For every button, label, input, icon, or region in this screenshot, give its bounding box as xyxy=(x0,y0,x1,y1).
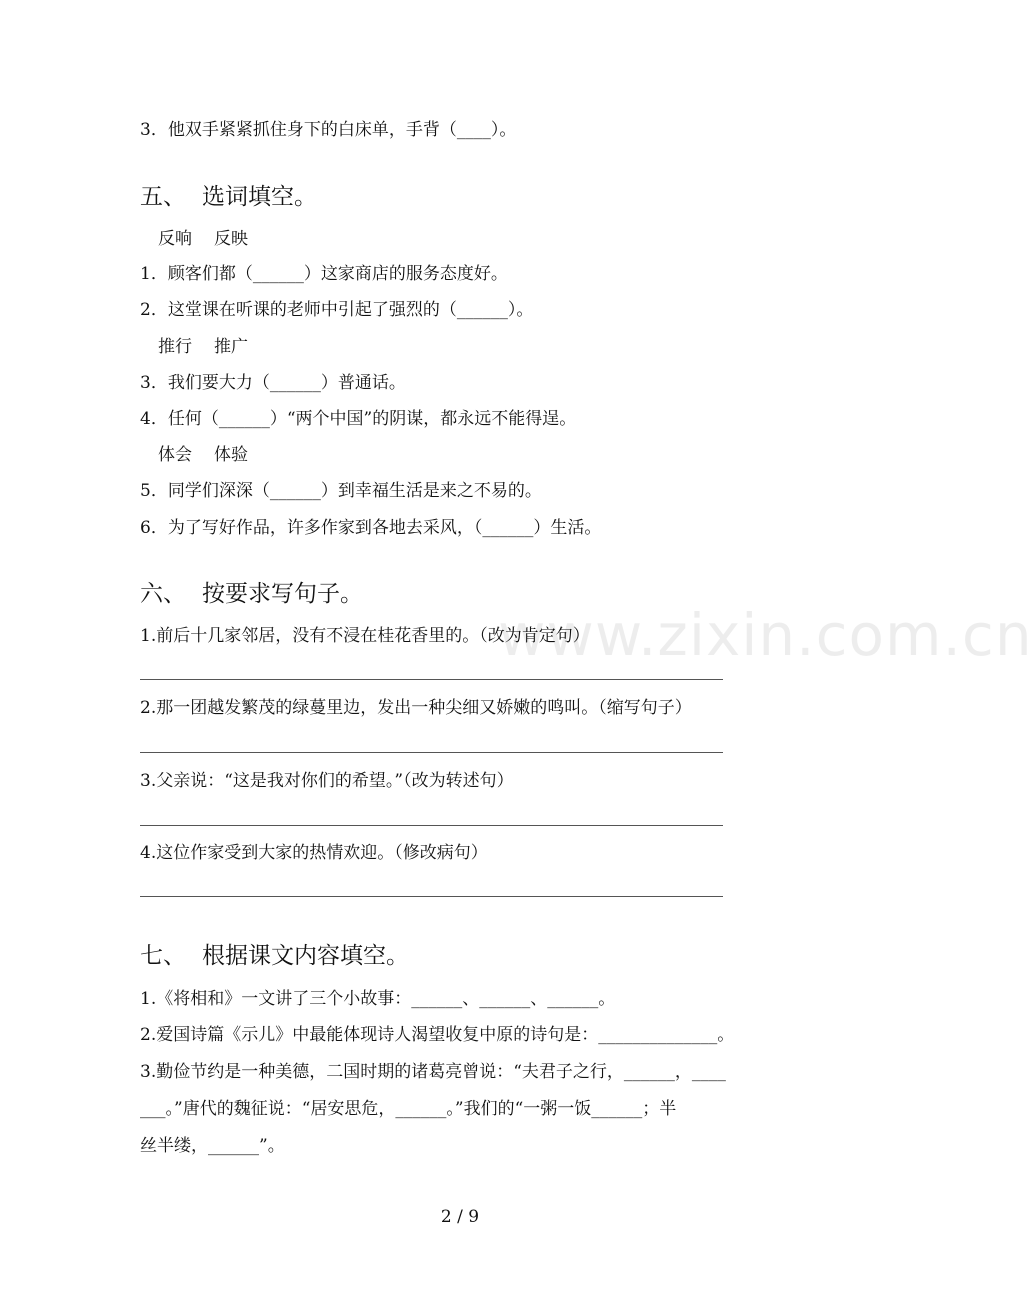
word-option: 体验 xyxy=(214,445,248,465)
word-choice-group-3 xyxy=(158,444,248,466)
question-5-5: 5．同学们深深（______）到幸福生活是来之不易的。 xyxy=(140,481,542,501)
question-5-1: 1．顾客们都（______）这家商店的服务态度好。 xyxy=(140,264,508,284)
section-title: 选词填空。 xyxy=(202,184,317,210)
word-option: 体会 xyxy=(158,445,192,465)
question-7-3-line-1: 3.勤俭节约是一种美德，二国时期的诸葛亮曾说：“夫君子之行，______，____ xyxy=(140,1062,726,1082)
word-option: 推行 xyxy=(158,337,192,357)
word-choice-group-1 xyxy=(158,228,248,250)
answer-line xyxy=(140,752,723,753)
section-5-heading xyxy=(140,182,317,212)
answer-line xyxy=(140,679,723,680)
question-7-3-line-2: ___。”唐代的魏征说：“居安思危，______。”我们的“一粥一饭______；半 xyxy=(140,1099,677,1119)
question-7-3-line-3: 丝半缕，______”。 xyxy=(140,1136,285,1156)
question-6-3: 3.父亲说：“这是我对你们的希望。”（改为转述句） xyxy=(140,771,514,791)
fill-item-3: 3．他双手紧紧抓住身下的白床单，手背（____）。 xyxy=(140,120,517,140)
word-option: 推广 xyxy=(214,337,248,357)
word-choice-group-2 xyxy=(158,336,248,358)
page-number: 2 / 9 xyxy=(440,1207,480,1227)
question-5-2: 2．这堂课在听课的老师中引起了强烈的（______）。 xyxy=(140,300,534,320)
question-6-2: 2.那一团越发繁茂的绿蔓里边，发出一种尖细又娇嫩的鸣叫。（缩写句子） xyxy=(140,698,692,718)
question-5-6: 6．为了写好作品，许多作家到各地去采风，（______）生活。 xyxy=(140,518,602,538)
word-option: 反映 xyxy=(214,229,248,249)
answer-line xyxy=(140,825,723,826)
section-6-heading xyxy=(140,579,363,609)
word-option: 反响 xyxy=(158,229,192,249)
question-5-4: 4．任何（______）“两个中国”的阴谋，都永远不能得逞。 xyxy=(140,409,577,429)
section-title: 按要求写句子。 xyxy=(202,581,363,607)
watermark: www.zixin.com.cn xyxy=(498,601,1033,669)
question-6-4: 4.这位作家受到大家的热情欢迎。（修改病句） xyxy=(140,843,488,863)
question-7-2: 2.爱国诗篇《示儿》中最能体现诗人渴望收复中原的诗句是：______________。 xyxy=(140,1025,735,1045)
answer-line xyxy=(140,896,723,897)
question-7-1: 1.《将相和》一文讲了三个小故事：______、______、______。 xyxy=(140,989,616,1009)
section-number: 五、 xyxy=(140,184,186,210)
section-number: 七、 xyxy=(140,943,186,969)
question-6-1: 1.前后十几家邻居，没有不浸在桂花香里的。（改为肯定句） xyxy=(140,626,590,646)
section-title: 根据课文内容填空。 xyxy=(202,943,409,969)
section-7-heading xyxy=(140,941,409,971)
section-number: 六、 xyxy=(140,581,186,607)
question-5-3: 3．我们要大力（______）普通话。 xyxy=(140,373,406,393)
